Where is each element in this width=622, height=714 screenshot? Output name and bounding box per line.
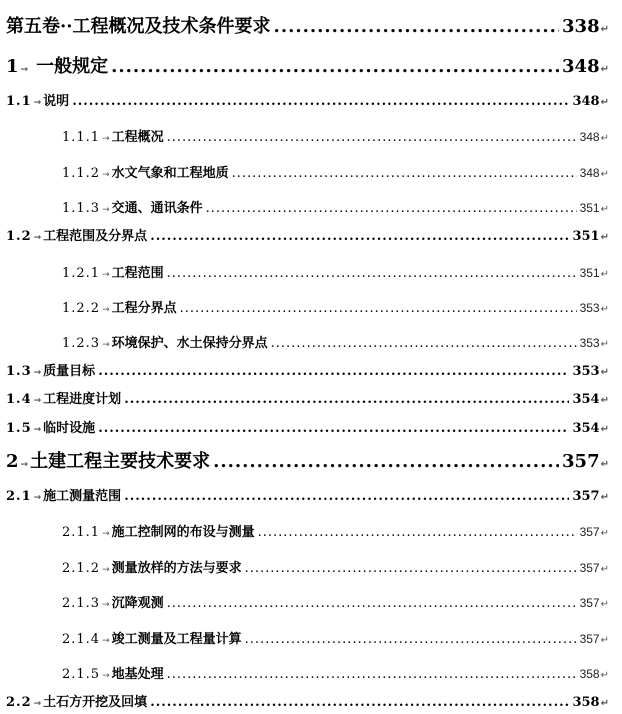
toc-entry-number: 1.1.3 <box>62 201 101 216</box>
toc-entry-number: 1.5 <box>6 421 32 436</box>
leader-dots <box>258 525 577 540</box>
toc-entry-1-5[interactable] <box>6 417 609 436</box>
tab-arrow-icon: → <box>20 460 29 470</box>
toc-entry-title: 工程范围及分界点 <box>43 225 147 244</box>
leader-dots <box>124 489 569 504</box>
toc-entry-number: 1.1.1 <box>62 130 101 145</box>
toc-entry-page: 348 <box>562 56 600 77</box>
toc-entry-number: 2.1.5 <box>62 667 101 682</box>
toc-entry-page: 357 <box>579 525 600 539</box>
leader-dots <box>72 94 569 109</box>
toc-entry-1-1-1[interactable] <box>62 126 609 145</box>
tab-arrow-icon: → <box>102 170 110 180</box>
toc-entry-number: 1.3 <box>6 364 32 379</box>
toc-entry-2-2[interactable] <box>6 691 609 710</box>
toc-entry-page: 351 <box>572 229 600 244</box>
paragraph-mark-icon: ↵ <box>600 269 609 280</box>
toc-entry-number: 1.1.2 <box>62 166 101 181</box>
toc-entry-1-1-3[interactable] <box>62 197 609 216</box>
tab-arrow-icon: → <box>33 98 42 108</box>
tab-arrow-icon: → <box>102 636 110 646</box>
toc-entry-2-1-5[interactable] <box>62 663 609 682</box>
paragraph-mark-icon: ↵ <box>600 635 609 646</box>
leader-dots <box>274 16 559 37</box>
toc-entry-title: 施工控制网的布设与测量 <box>112 521 255 540</box>
paragraph-mark-icon: ↵ <box>600 395 609 406</box>
leader-dots <box>150 695 569 710</box>
toc-entry-title: 临时设施 <box>43 417 95 436</box>
tab-arrow-icon: → <box>33 493 42 503</box>
tab-arrow-icon: → <box>102 671 110 681</box>
toc-entry-title: 工程概况及技术条件要求 <box>73 12 271 38</box>
tab-arrow-icon: → <box>102 565 110 575</box>
toc-entry-1-1-2[interactable] <box>62 162 609 181</box>
leader-dots <box>98 421 569 436</box>
toc-entry-title: 工程概况 <box>112 126 164 145</box>
paragraph-mark-icon: ↵ <box>600 97 609 108</box>
toc-entry-page: 348 <box>572 94 600 109</box>
leader-dots <box>232 166 577 181</box>
toc-entry-number: 1.2 <box>6 229 32 244</box>
toc-entry-number: 2.1.2 <box>62 561 101 576</box>
tab-arrow-icon: → <box>102 270 110 280</box>
toc-entry-page: 358 <box>579 667 600 681</box>
paragraph-mark-icon: ↵ <box>600 169 609 180</box>
toc-entry-2-1-4[interactable] <box>62 628 609 647</box>
paragraph-mark-icon: ↵ <box>600 204 609 215</box>
tab-arrow-icon: → <box>102 340 110 350</box>
toc-entry-1-4[interactable] <box>6 388 609 407</box>
tab-arrow-icon: → <box>102 529 110 539</box>
leader-dots <box>167 266 577 281</box>
tab-arrow-icon: → <box>102 134 110 144</box>
paragraph-mark-icon: ↵ <box>600 424 609 435</box>
leader-dots <box>167 596 577 611</box>
tab-arrow-icon: → <box>102 305 110 315</box>
paragraph-mark-icon: ↵ <box>600 339 609 350</box>
tab-arrow-icon: → <box>102 205 110 215</box>
toc-entry-1-3[interactable] <box>6 360 609 379</box>
toc-entry-number: 1.4 <box>6 392 32 407</box>
paragraph-mark-icon: ↵ <box>600 599 609 610</box>
toc-entry-page: 358 <box>572 695 600 710</box>
toc-entry-page: 351 <box>579 201 600 215</box>
leader-dots <box>167 130 577 145</box>
toc-entry-page: 338 <box>562 16 600 37</box>
tab-arrow-icon: → <box>33 699 42 709</box>
toc-entry-number: 1.1 <box>6 94 32 109</box>
paragraph-mark-icon: ↵ <box>600 367 609 378</box>
toc-entry-number: 2.1.4 <box>62 632 101 647</box>
toc-entry-page: 353 <box>579 336 600 350</box>
paragraph-mark-icon: ↵ <box>600 24 609 35</box>
toc-entry-title: 土建工程主要技术要求 <box>30 447 210 473</box>
leader-dots <box>180 301 577 316</box>
toc-entry-1-1[interactable] <box>6 90 609 109</box>
toc-entry-title: 一般规定 <box>36 52 108 78</box>
paragraph-mark-icon: ↵ <box>600 564 609 575</box>
toc-entry-number: 2.1.1 <box>62 525 101 540</box>
toc-entry-title: 施工测量范围 <box>43 485 121 504</box>
tab-arrow-icon: → <box>33 368 42 378</box>
paragraph-mark-icon: ↵ <box>600 698 609 709</box>
paragraph-mark-icon: ↵ <box>600 304 609 315</box>
toc-entry-2-1-1[interactable] <box>62 521 609 540</box>
toc-entry-page: 348 <box>579 130 600 144</box>
toc-entry-title: 说明 <box>43 90 69 109</box>
toc-entry-1-2-1[interactable] <box>62 262 609 281</box>
toc-entry-2-1-2[interactable] <box>62 557 609 576</box>
leader-dots <box>98 364 569 379</box>
paragraph-mark-icon: ↵ <box>600 528 609 539</box>
toc-entry-title: 水文气象和工程地质 <box>112 162 229 181</box>
toc-entry-2[interactable] <box>6 447 609 473</box>
toc-entry-title: 土石方开挖及回填 <box>43 691 147 710</box>
toc-entry-title: 质量目标 <box>43 360 95 379</box>
toc-entry-page: 357 <box>562 451 600 472</box>
toc-entry-2-1[interactable] <box>6 485 609 504</box>
paragraph-mark-icon: ↵ <box>600 232 609 243</box>
toc-entry-number: 2 <box>6 451 19 472</box>
toc-entry-page: 357 <box>579 561 600 575</box>
toc-entry-page: 351 <box>579 266 600 280</box>
toc-entry-title: 交通、通讯条件 <box>112 197 203 216</box>
paragraph-mark-icon: ↵ <box>600 492 609 503</box>
toc-entry-number: 2.1.3 <box>62 596 101 611</box>
toc-entry-page: 354 <box>572 392 600 407</box>
leader-dots <box>271 336 577 351</box>
toc-entry-1-2[interactable] <box>6 225 609 244</box>
toc-entry-title: 地基处理 <box>112 663 164 682</box>
paragraph-mark-icon: ↵ <box>600 133 609 144</box>
toc-entry-page: 357 <box>579 632 600 646</box>
leader-dots <box>150 229 569 244</box>
leader-dots <box>167 667 577 682</box>
toc-entry-title: 沉降观测 <box>112 592 164 611</box>
tab-arrow-icon: → <box>33 425 42 435</box>
toc-entry-title: 工程范围 <box>112 262 164 281</box>
toc-entry-2-1-3[interactable] <box>62 592 609 611</box>
toc-entry-page: 348 <box>579 166 600 180</box>
toc-entry-number: 1.2.1 <box>62 266 101 281</box>
paragraph-mark-icon: ↵ <box>600 459 609 470</box>
toc-entry-1[interactable] <box>6 52 609 78</box>
toc-entry-page: 353 <box>572 364 600 379</box>
leader-dots <box>124 392 569 407</box>
paragraph-mark-icon: ↵ <box>600 64 609 75</box>
toc-entry-number: 2.2 <box>6 695 32 710</box>
toc-entry-page: 357 <box>579 596 600 610</box>
tab-arrow-icon: → <box>102 600 110 610</box>
toc-entry-volume-5[interactable] <box>6 12 609 38</box>
toc-entry-page: 354 <box>572 421 600 436</box>
leader-dots <box>111 56 559 77</box>
toc-entry-title: 测量放样的方法与要求 <box>112 557 242 576</box>
toc-entry-number: 1.2.2 <box>62 301 101 316</box>
toc-entry-number: 1.2.3 <box>62 336 101 351</box>
toc-entry-number: 2.1 <box>6 489 32 504</box>
leader-dots <box>213 451 559 472</box>
toc-entry-title: 竣工测量及工程量计算 <box>112 628 242 647</box>
leader-dots <box>206 201 577 216</box>
toc-entry-title: 工程进度计划 <box>43 388 121 407</box>
tab-arrow-icon: → <box>33 233 42 243</box>
toc-entry-page: 353 <box>579 301 600 315</box>
tab-arrow-icon: → <box>33 396 42 406</box>
toc-entry-title: 环境保护、水土保持分界点 <box>112 332 268 351</box>
toc-entry-1-2-3[interactable] <box>62 332 609 351</box>
toc-entry-number: 第五卷·· <box>6 12 73 38</box>
toc-entry-1-2-2[interactable] <box>62 297 609 316</box>
leader-dots <box>245 632 577 647</box>
toc-entry-page: 357 <box>572 489 600 504</box>
toc-entry-number: 1 <box>6 56 19 77</box>
paragraph-mark-icon: ↵ <box>600 670 609 681</box>
tab-arrow-icon: → <box>20 65 29 75</box>
toc-entry-title: 工程分界点 <box>112 297 177 316</box>
leader-dots <box>245 561 577 576</box>
